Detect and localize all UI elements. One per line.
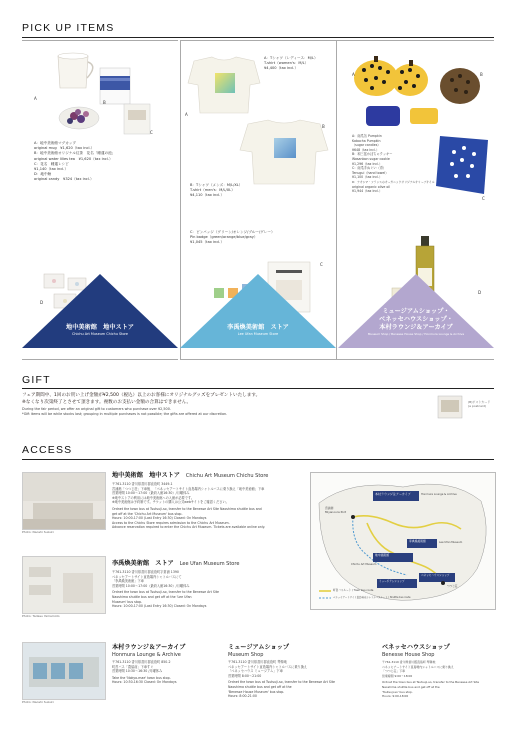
honmura-title-jp-row [112, 644, 185, 652]
bhshop-line: 〒761-3110 香川県香川郡直島町 琴弾地 [382, 660, 436, 664]
pumpkin-candy-illustration [350, 50, 490, 130]
access-heading: ACCESS [22, 444, 73, 456]
bhshop-line: 'Tsutsuji-so' bus stop. [382, 689, 413, 694]
map-label-bh: ベネッセハウスショップ [421, 574, 450, 577]
col1-shop-label [22, 324, 178, 337]
label-c-3: C [482, 196, 485, 201]
label-d: D [40, 300, 44, 305]
postcard-caption-jp: (B)ポストカード [468, 400, 491, 404]
chichu-line: 宮浦港「つつじ荘」下車後、「ベネッセアートサイト直島場内シャトルバスに乗り換え「地中美術館」下車 [112, 486, 265, 491]
col1-item-c-price: ¥1,140（tax incl.） [34, 167, 69, 172]
map-label-honmura-en: Honmura Lounge & Archive [421, 493, 457, 496]
map-legend-town-bus: 町営バスルート / Town bus route [333, 589, 374, 592]
col2-shop-en: Lee Ufan Museum Store [237, 332, 279, 336]
bhshop-line: Naoshima shuttle bus and get off at the [382, 684, 440, 689]
col1-item-b-price: original water lilies tea ¥1,620（tax incl.） [34, 156, 113, 161]
label-a-3: A [352, 72, 355, 77]
museumshop-lines [228, 660, 335, 699]
col1-item-d-price: original candy ¥324（tax incl.） [34, 177, 94, 182]
postcard-caption-en: (a postcard) [468, 404, 487, 408]
gift-line3: During the fair period, we offer an original gift to customers who purchase over ¥2,500. [22, 407, 171, 411]
tenugui-illustration [434, 130, 494, 200]
map-legend-shuttle: ベネッセアートサイト直島場内シャトルバスルート / Shuttle bus route [333, 596, 411, 599]
col3-item-a-name: A：南瓜缶 Pumpkin [352, 134, 382, 138]
col3-item-b-price: ¥1,296（tax incl.） [352, 161, 383, 166]
bhshop-line: 「つつじ荘」下車 [382, 669, 406, 674]
chichu-line: ※地中ストアの利用には地中美術館への入館が必要です。 [112, 495, 195, 500]
label-d-3: D [478, 290, 482, 295]
chichu-line: 営業時間 10:00～17:00（最終入館16:30）/月曜休み [112, 491, 190, 496]
col1-item-c-name: C：花名 睡蓮レシピ [34, 161, 69, 166]
gift-rule [22, 388, 494, 389]
leeufan-line: Hours: 10:00-17:00 (Last Entry 16:30) Closed: On Mondays [112, 604, 207, 609]
honmura-access [112, 644, 185, 685]
museumshop-title-en: Museum Shop [228, 652, 264, 658]
chichu-title [112, 472, 268, 480]
map-label-tsutsuji: つつじ荘 [447, 585, 458, 588]
honmura-line: 町営バス「農協前」下車すぐ [112, 664, 154, 669]
col2-item-a-price: ¥4,400（tax incl.） [264, 66, 299, 71]
tshirt-men-illustration [236, 118, 332, 186]
museumshop-line: ベネッセアートサイト直島場内シャトルバスに乗り換え [228, 664, 308, 669]
col1-item-list [34, 141, 115, 183]
museumshop-line: Ordnet the town bus at Tsutsuji-so, transfer to the Benesse Art Site [228, 680, 335, 685]
museumshop-line: 営業時間 8:00～21:00 [228, 673, 262, 678]
mug-and-tea-illustration [44, 48, 174, 138]
col3-item-a-sub2: （sugar candies） [352, 143, 381, 148]
col1-shop-en: Chichu Art Museum Chichu Store [72, 332, 128, 336]
col3-item-b-name: B：和三盆かぼちゃクッキー [352, 152, 393, 157]
bhshop-title-jp: ベネッセハウスショップ [382, 644, 450, 651]
col2-item-c-list [190, 230, 275, 246]
museumshop-title-jp: ミュージアムショップ [228, 644, 290, 651]
chichu-line: ※地中美術館は予約制です。チケットの購入は公式webサイトをご確認ください。 [112, 500, 229, 505]
map-label-honmura [375, 492, 411, 496]
honmura-lines [112, 660, 185, 685]
col2-shop-label [180, 324, 336, 337]
museumshop-line: Naoshima shuttle bus and get off at the [228, 684, 292, 689]
leeufan-access [112, 560, 239, 609]
bhshop-line: ベネッセアートサイト直島場内シャトルバスに乗り換え [382, 664, 454, 669]
honmura-line: Take the 'Nokyo-mae' town bus stop. [112, 675, 171, 680]
col3-item-d-sub: original organic olive oil [352, 184, 391, 189]
chichu-line: get off at the 'Chichu Art Museum' bus stop. [112, 511, 183, 516]
col2-item-a-name: A：Tシャツ（レディース：M/L） [264, 56, 318, 60]
gift-line1: フェア期間中、1回のお買い上げ金額が¥2,500（税込）以上のお客様にオリジナルグッズをプレゼントいたします。 [22, 393, 261, 398]
col3-shop-en: Museum Shop / Benesse House Shop / Honmura Lounge & Archive [367, 332, 465, 336]
bhshop-line: Hours: 9:00-18:00 [382, 694, 409, 699]
map-label-leeufan-en: Lee Ufan Museum [439, 541, 463, 544]
museumshop-line: 'Benesse House Museum' bus stop. [228, 689, 285, 694]
col3-shop-jp2: ベネッセハウスショップ・ [379, 316, 453, 323]
col2-item-a-list [264, 56, 318, 72]
bhshop-title-en: Benesse House Shop [382, 652, 435, 658]
bhshop-lines [382, 660, 479, 699]
col3-item-list [352, 134, 435, 194]
col3-item-c-name: C：南瓜手ぬぐい（青） [352, 166, 387, 171]
museumshop-access [228, 644, 335, 699]
bhshop-line: Ordnet the town bus at Tsutsuji-so, transfer to the Benesse Art Site [382, 680, 480, 685]
tshirt-women-illustration [184, 55, 264, 115]
col3-item-a-sub: Kabocha Pumpkin [352, 138, 381, 143]
leeufan-line: 〒761-3110 香川県香川郡直島町字倉浦 1390 [112, 570, 179, 574]
chichu-line: Advance reservation required to enter the Chichu Art Museum. Tickets are available online only. [112, 525, 266, 530]
col3-shop-jp1: ミュージアムショップ・ [382, 308, 450, 315]
gift-text [22, 392, 422, 417]
map-honmura-jp: 本村ラウンジ＆アーカイブ [375, 492, 411, 496]
col3-item-b-sub: Wasanbon sugar cookie [352, 156, 390, 161]
leeufan-title [112, 560, 239, 568]
leeufan-title-en: Lee Ufan Museum Store [179, 561, 240, 567]
col2-item-c-name: C：ビンバッジ（グリーン/オレンジ/ブルー/グレー） [190, 230, 275, 234]
label-b-3: B [480, 72, 483, 77]
chichu-title-en: Chichu Art Museum Chichu Store [185, 473, 269, 479]
col2-item-b-list [190, 183, 242, 199]
col1-item-b-name: B：地中美術館オリジナル紅茶 花名「睡蓮の池」 [34, 151, 116, 156]
map-label-chichu-en: Chichu Art Museum [351, 563, 377, 566]
honmura-photo [22, 642, 106, 700]
map-miyanoura-en: Miyanoura Port [325, 509, 347, 514]
museumshop-line: 「ベネッセハウス ミュージアム」下車 [228, 669, 283, 674]
label-b: B [103, 100, 106, 105]
gift-heading: GIFT [22, 374, 51, 386]
leeufan-line: Ordnet the town bus at Tsutsuji-so, transfer to the Benesse Art Site [112, 590, 219, 595]
bhshop-line: 営業時間 9:00～18:00 [382, 673, 413, 678]
label-c-2: C [320, 262, 323, 267]
map-label-chichu [375, 554, 389, 558]
map-chichu-jp: 地中美術館 [375, 553, 389, 557]
map-miyanoura-jp: 宮浦港 [325, 506, 334, 510]
chichu-line: Hours: 10:00-17:00 (Last Entry 16:30) Closed: On Mondays [112, 516, 207, 521]
col3-item-c-sub: Tenugui（hand towel） [352, 170, 389, 175]
col2-item-a-sub: T-shirt（women's：M/L） [264, 61, 309, 66]
col2-item-c-sub: Pin badge（green/orange/blue/gray） [190, 235, 258, 240]
leeufan-line: 「李禹煥美術館」下車 [112, 579, 144, 584]
col2-shop-jp: 李禹煥美術館 ストア [227, 324, 289, 331]
leeufan-line: Museum' bus stop. [112, 599, 143, 604]
honmura-line: 営業時間 10:30～16:30 /月曜休み [112, 669, 163, 674]
access-map [310, 472, 496, 610]
label-a-2: A [185, 112, 188, 117]
col3-item-c-price: ¥1,100（tax incl.） [352, 175, 383, 180]
chichu-photo-caption: Photo: Naoshi Suzuki [22, 530, 54, 534]
chichu-access [112, 472, 268, 530]
bhshop-access [382, 644, 479, 699]
museumshop-line: Hours: 8:00-21:00 [228, 694, 257, 699]
chichu-store-photo [22, 472, 106, 530]
leeufan-store-photo [22, 556, 106, 614]
col3-item-a-price: ¥648（tax incl.） [352, 147, 380, 152]
gift-line2: ※なくなり次第終了とさせて頂きます。複数のお支払い金額の合算はできません。 [22, 400, 192, 405]
access-rule [22, 459, 494, 460]
label-a: A [34, 96, 37, 101]
col3-item-d-name: D：ナオシマ・フランスのオーガニックオリジナルオリーブオイル [352, 179, 435, 184]
col3-shop-jp3: 本村ラウンジ＆アーカイブ [379, 324, 453, 331]
map-label-leeufan: 李禹煥美術館 [409, 539, 426, 543]
honmura-photo-caption: Photo: Naoshi Suzuki [22, 700, 54, 704]
col1-item-a-price: original mug ¥1,620（tax incl.） [34, 146, 95, 151]
honmura-title-en: Honmura Lounge & Archive [112, 652, 181, 658]
postcard-caption [468, 400, 490, 408]
museumshop-line: 〒761-3110 香川県香川郡直島町 琴弾地 [228, 660, 287, 664]
postcard-illustration [436, 392, 466, 422]
col3-item-d-price: ¥1,944（tax incl.） [352, 189, 383, 194]
col2-item-c-price: ¥1,045（tax incl.） [190, 240, 225, 245]
col3-shop-label [338, 308, 494, 337]
label-b-2: B [322, 124, 325, 129]
leeufan-line: ベネッセアートサイト直島場内シャトルバスにて [112, 574, 182, 579]
leeufan-line: Naoshima shuttle bus and get off at the 'Lee Ufan [112, 594, 192, 599]
honmura-line: 〒761-3110 香川県香川郡直島町 850-2 [112, 660, 171, 664]
map-label-miyanoura [325, 507, 346, 514]
chichu-lines [112, 482, 268, 530]
leeufan-title-jp: 李禹煥美術館 ストア [112, 560, 174, 567]
honmura-line: Hours: 10:30-16:30 Closed: On Mondays [112, 680, 177, 685]
leeufan-lines [112, 570, 239, 609]
pickup-rule [22, 37, 494, 38]
chichu-title-jp: 地中美術館 地中ストア [112, 472, 180, 479]
gift-line4: *Gift items will be while stocks last; grouping in multiple purchases is not possible; the gifts are offered at our discretion. [22, 412, 228, 416]
col2-item-b-sub: T-shirt（men's：M/L/XL） [190, 188, 235, 193]
honmura-title-jp: 本村ラウンジ＆アーカイブ [112, 644, 186, 651]
col1-shop-jp: 地中美術館 地中ストア [66, 324, 134, 331]
leeufan-line: 営業時間 10:00～17:00（最終入館16:30）/月曜休み [112, 583, 190, 588]
label-c: C [150, 130, 153, 135]
col2-item-b-price: ¥4,110（tax incl.） [190, 193, 225, 198]
map-label-museum: ミュージアムショップ [379, 580, 405, 583]
leeufan-photo-caption: Photo: Tadasu Yamamoto [22, 614, 60, 618]
chichu-line: Access to the Chichu Store requires admission to the Chichu Art Museum. [112, 520, 230, 525]
col1-item-d-name: D：地中飴 [34, 172, 52, 177]
col1-item-a-name: A：地中美術館マグカップ [34, 141, 76, 145]
chichu-line: 〒761-3110 香川県香川郡直島町 3449-1 [112, 482, 173, 486]
col2-item-b-name: B：Tシャツ（メンズ：M/L/XL） [190, 183, 243, 187]
pickup-heading: PICK UP ITEMS [22, 22, 115, 34]
chichu-line: Ordnet the town bus at Tsutsuji-so, transfer to the Benesse Art Site Naoshima shuttle bus and [112, 506, 262, 511]
